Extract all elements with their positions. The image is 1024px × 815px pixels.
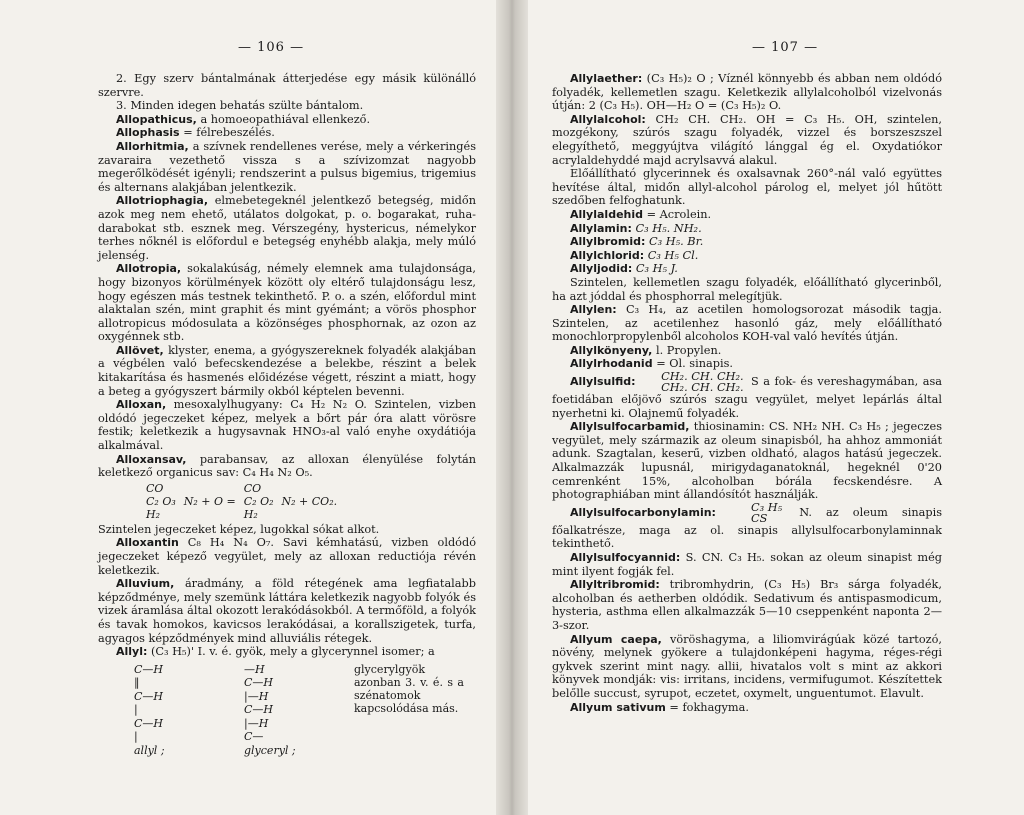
entry-text: = Ol. sinapis. — [656, 357, 733, 371]
paragraph: 3. Minden idegen behatás szülte bántalom. — [116, 99, 364, 113]
formula-stack — [244, 482, 274, 521]
structure-label: glyceryl ; — [244, 743, 296, 757]
paragraph: 2. Egy szerv bántalmának átterjedése egy másik különálló szervre. — [98, 72, 476, 99]
entry-headword: Allotriophagia, — [116, 194, 208, 208]
entry-headword: Allylrhodanid — [570, 357, 653, 371]
dictionary-entry — [552, 357, 942, 371]
dictionary-entry — [552, 113, 942, 167]
book-gutter — [496, 0, 528, 815]
dictionary-entry — [98, 194, 476, 262]
dictionary-entry — [98, 398, 476, 452]
dictionary-entry — [98, 344, 476, 398]
entry-text: S. CN. C₃ H₅. sokan az oleum sinapist még mint ilyent fogják fel. — [552, 551, 942, 578]
structure-line: C—H — [244, 703, 274, 717]
formula-part: H₂ — [146, 507, 161, 521]
entry-headword: Alluvium, — [116, 577, 175, 591]
entry-headword: Allyum caepa, — [570, 632, 662, 646]
structure-line: |—H — [244, 689, 269, 703]
dictionary-entry — [552, 222, 942, 236]
dictionary-entry — [98, 645, 476, 659]
dictionary-entry — [552, 262, 942, 276]
entry-headword: Allyum sativum — [570, 700, 666, 714]
entry-text: = félrebeszélés. — [183, 126, 275, 140]
entry-headword: Allylbromid: — [570, 235, 646, 249]
dictionary-entry — [552, 502, 942, 551]
entry-headword: Alloxansav, — [116, 452, 187, 466]
entry-text: Előállítható glycerinnek és oxalsavnak 260°-nál való együttes hevítése által, midőn allyl-alcohol párolog el, melyet jól hűtött szedőben felfoghatunk. — [552, 167, 942, 208]
formula-part: CO — [146, 481, 164, 495]
entry-text: = fokhagyma. — [669, 700, 749, 714]
structure-line: | — [134, 703, 138, 717]
entry-headword: Allyl: — [116, 645, 148, 659]
left-column — [98, 72, 476, 757]
dictionary-entry — [552, 578, 942, 632]
entry-headword: Allylsulfocarbamid, — [570, 420, 690, 434]
allyl-structure — [134, 663, 244, 758]
paragraph: Szintelen jegeczeket képez, lugokkal sókat alkot. — [98, 522, 380, 536]
entry-text: = Acrolein. — [646, 207, 712, 221]
entry-text: elmebetegeknél jelentkező betegség, midőn azok meg nem ehető, utálatos dolgokat, p. o. bogarakat, ruha-darabokat stb. esznek meg. Vérszegény, hystericus, némelykor terhes nőknél is előfordul e betegség enyhébb alakja, mely múló jelenség. — [98, 194, 476, 262]
entry-headword: Allylsulfocarbonylamin: — [570, 505, 716, 519]
entry-text: N. az oleum sinapis főalkatrésze, maga az ol. sinapis allylsulfocarbonylaminnak tekinthető. — [552, 505, 942, 551]
chemical-formula — [146, 482, 476, 521]
formula-part: N₂ + CO₂. — [281, 494, 338, 508]
entry-text: a szívnek rendellenes verése, mely a vérkeringés zavaraira vezethető vissza s a szívizomzat nagyobb megerőlködését igényli; rendszerint a pulsus bigemius, trigemius és alternans alakjában jelentkezik. — [98, 139, 476, 194]
entry-text: C₃ H₅ Cl. — [647, 248, 699, 262]
dictionary-entry — [552, 551, 942, 578]
formula-part: C₂ O₃ — [146, 494, 176, 508]
structural-formulas — [134, 663, 476, 758]
entry-text: l. Propylen. — [655, 343, 722, 357]
entry-text: áradmány, a föld rétegének ama legfiatalabb képződménye, mely szemünk láttára keletkezik nagyobb folyók és vizek áramlása által okozott lerakódásokból. A termőföld, a folyók és tavak homokos, kavicsos lerakódásai, a korallszigetek, turfa, agyagos képződmények mind alluviális rétegek. — [98, 577, 476, 645]
formula-fraction — [733, 502, 782, 524]
glyceryl-structure — [244, 663, 354, 758]
structure-label: allyl ; — [134, 743, 165, 757]
structure-line: C—H — [134, 716, 164, 730]
entry-text: (C₃ H₅)₂ O ; Víznél könnyebb és abban nem oldódó folyadék, kellemetlen szagu. Keletkezik allylalcoholból vizelvonás útján: 2 (C₃ H₅). OH—H₂ O = (C₃ H₅)₂ O. — [552, 72, 942, 113]
entry-headword: Allylsulfid: — [570, 375, 636, 389]
entry-text: C₃ H₄, az acetilen homologsorozat második tagja. Szintelen, az acetilenhez hasonló gáz, mely előállítható monochlorpropylenből alcoholos KOH-val való hevítés útján. — [552, 303, 943, 344]
fraction-numerator: CH₂. CH. CH₂. — [661, 370, 744, 384]
entry-headword: Alloxan, — [116, 398, 167, 412]
dictionary-entry — [98, 577, 476, 645]
entry-text: C₃ H₅. NH₂. — [635, 221, 702, 235]
dictionary-entry — [98, 126, 476, 140]
dictionary-entry — [552, 633, 942, 701]
entry-text: klyster, enema, a gyógyszereknek folyadék alakjában a végbélen való befecskendezése a belekbe, részint a belek kitakarítása és hasmenés előidézése végett, részint a miatt, hogy a beteg a gyógyszert bármily okból képtelen bevenni. — [98, 343, 477, 398]
dictionary-entry — [552, 701, 942, 715]
entry-text: tribromhydrin, (C₃ H₅) Br₃ sárga folyadék, alcoholban és aetherben oldódik. Sedativum és antispasmodicum, hysteria, asthma ellen alkalmazzák 5—10 cseppenként naponta 2—3-szor. — [552, 578, 942, 632]
entry-headword: Allylamin: — [570, 221, 632, 235]
dictionary-entry — [552, 72, 942, 113]
entry-text: (C₃ H₅)' I. v. é. gyök, mely a glycerynnel isomer; a — [151, 645, 435, 659]
entry-headword: Allyljodid: — [570, 262, 633, 276]
dictionary-entry — [552, 167, 942, 208]
right-page — [512, 0, 1024, 815]
structure-line: | — [134, 730, 138, 744]
dictionary-entry — [98, 453, 476, 480]
entry-headword: Allopathicus, — [116, 112, 197, 126]
entry-text: C₃ H₅. Br. — [648, 235, 704, 249]
fraction-numerator: C₃ H₅ — [751, 500, 783, 514]
entry-headword: Allyltribromid: — [570, 578, 660, 592]
structure-line: C—H — [244, 676, 274, 690]
fraction-denominator: CS — [751, 511, 768, 525]
formula-part: H₂ — [243, 507, 258, 521]
entry-text: C₃ H₅ J. — [635, 262, 678, 276]
fraction-denominator: CH₂. CH. CH₂. — [661, 381, 744, 395]
entry-text: thiosinamin: CS. NH₂ NH. C₃ H₅ ; jegeczes vegyület, mely származik az oleum sinapisból, ha ahhoz ammoniát adunk. Szagtalan, keserű, vizben oldható, alagos hatású jegeczek. Alkalmazzák lupusnál, mirigydaganatoknál, hegeknél 0'20 cemrenként 15%, alcoholban bórála fecskendésre. A photographiában mint állandósítót használják. — [552, 420, 942, 502]
structure-line: C—H — [134, 689, 164, 703]
right-column — [552, 72, 942, 714]
entry-headword: Allylaldehid — [570, 207, 643, 221]
formula-part: CO — [243, 481, 262, 495]
dictionary-entry — [552, 276, 942, 303]
dictionary-entry — [552, 235, 942, 249]
entry-text: vöröshagyma, a liliomvirágúak közé tartozó, növény, melynek gyökere a tulajdonképeni hagyma, réges-régi gykvek szerint mint nagy. allii, hivatalos volt s mint az akkori könyvek mondják: vis: irritans, incidens, vermifugumot. Készítettek belőlle succust, syrupot, eczetet, oxymelt, unguentumot. Elavult. — [552, 632, 942, 700]
entry-headword: Allylalcohol: — [570, 112, 646, 126]
entry-text: C₈ H₄ N₄ O₇. Savi kémhatású, vizben oldódó jegeczeket képező vegyület, mely az alloxan reductiója révén keletkezik. — [98, 536, 477, 577]
page-number: — 106 — — [238, 40, 305, 55]
dictionary-entry — [98, 262, 476, 344]
structure-line: C— — [244, 730, 264, 744]
entry-headword: Alloxantin — [116, 536, 179, 550]
dictionary-entry — [552, 344, 942, 358]
page-number: — 107 — — [752, 40, 819, 55]
structure-line: ‖ — [134, 676, 140, 690]
formula-stack — [146, 482, 176, 521]
dictionary-entry — [552, 420, 942, 502]
formula-fraction — [643, 371, 744, 393]
dictionary-entry — [98, 536, 476, 577]
entry-headword: Allotropia, — [116, 262, 182, 276]
structure-line: —H — [244, 662, 265, 676]
entry-text: CH₂ CH. CH₂. OH = C₃ H₅. OH, szintelen, mozgékony, szúrós szagu folyadék, vizzel és borszeszszel elegyíthető, meggyújtva világító lánggal ég el. Oxydatiókor acrylaldehyddé majd acrylsavvá alakul. — [552, 112, 942, 167]
structure-line: C—H — [134, 662, 164, 676]
entry-headword: Allylaether: — [570, 72, 643, 85]
dictionary-entry — [552, 249, 942, 263]
entry-headword: Allylkönyeny, — [570, 343, 653, 357]
dictionary-entry — [552, 371, 942, 420]
entry-headword: Allylsulfocyannid: — [570, 551, 681, 564]
structure-line: |—H — [244, 716, 269, 730]
dictionary-entry — [98, 140, 476, 194]
entry-text: Szintelen, kellemetlen szagu folyadék, előállítható glycerinből, ha azt jóddal és phosphorral melegítjük. — [552, 275, 942, 303]
entry-text: parabansav, az alloxan élenyülése folytán keletkező organicus sav: C₄ H₄ N₂ O₅. — [98, 452, 477, 480]
structure-note: glycerylgyök azonban 3. v. é. s a szénatomok kapcsolódása más. — [354, 662, 464, 715]
entry-text: a homoeopathiával ellenkező. — [200, 112, 371, 126]
entry-headword: Allorhitmia, — [116, 139, 189, 153]
entry-headword: Allophasis — [116, 126, 180, 140]
dictionary-entry — [98, 113, 476, 127]
formula-part: N₂ + O = — [183, 494, 236, 508]
dictionary-entry — [552, 208, 942, 222]
entry-headword: Allylchlorid: — [570, 248, 645, 262]
entry-text: mesoxalylhugyany: C₄ H₂ N₂ O. Szintelen, vizben oldódó jegeczeket képez, melyek a bőrt pár óra alatt vörösre festik; keletkezik a hugysavnak HNO₃-al való enyhe oxydátiója alkalmával. — [98, 398, 477, 453]
entry-headword: Allövet, — [116, 343, 164, 357]
formula-part: C₂ O₂ — [243, 494, 274, 508]
dictionary-entry — [552, 303, 942, 344]
entry-headword: Allylen: — [570, 303, 617, 317]
entry-text: S a fok- és vereshagymában, asa foetidában előjövő szúrós szagu vegyület, melyet lepárlás által nyerhetni ki. Olajnemű folyadék. — [552, 375, 942, 420]
entry-text: sokalakúság, némely elemnek ama tulajdonsága, hogy bizonyos körülmények között oly eltérő tulajdonságu lesz, hogy egészen más testnek tekinthető. P. o. a szén, előfordul mint alaktalan szén, mint graphit és mint gyémánt; a vörös phosphor allotropicus módosulata a közönséges phosphornak, az ozon az oxygénnek stb. — [98, 262, 476, 344]
